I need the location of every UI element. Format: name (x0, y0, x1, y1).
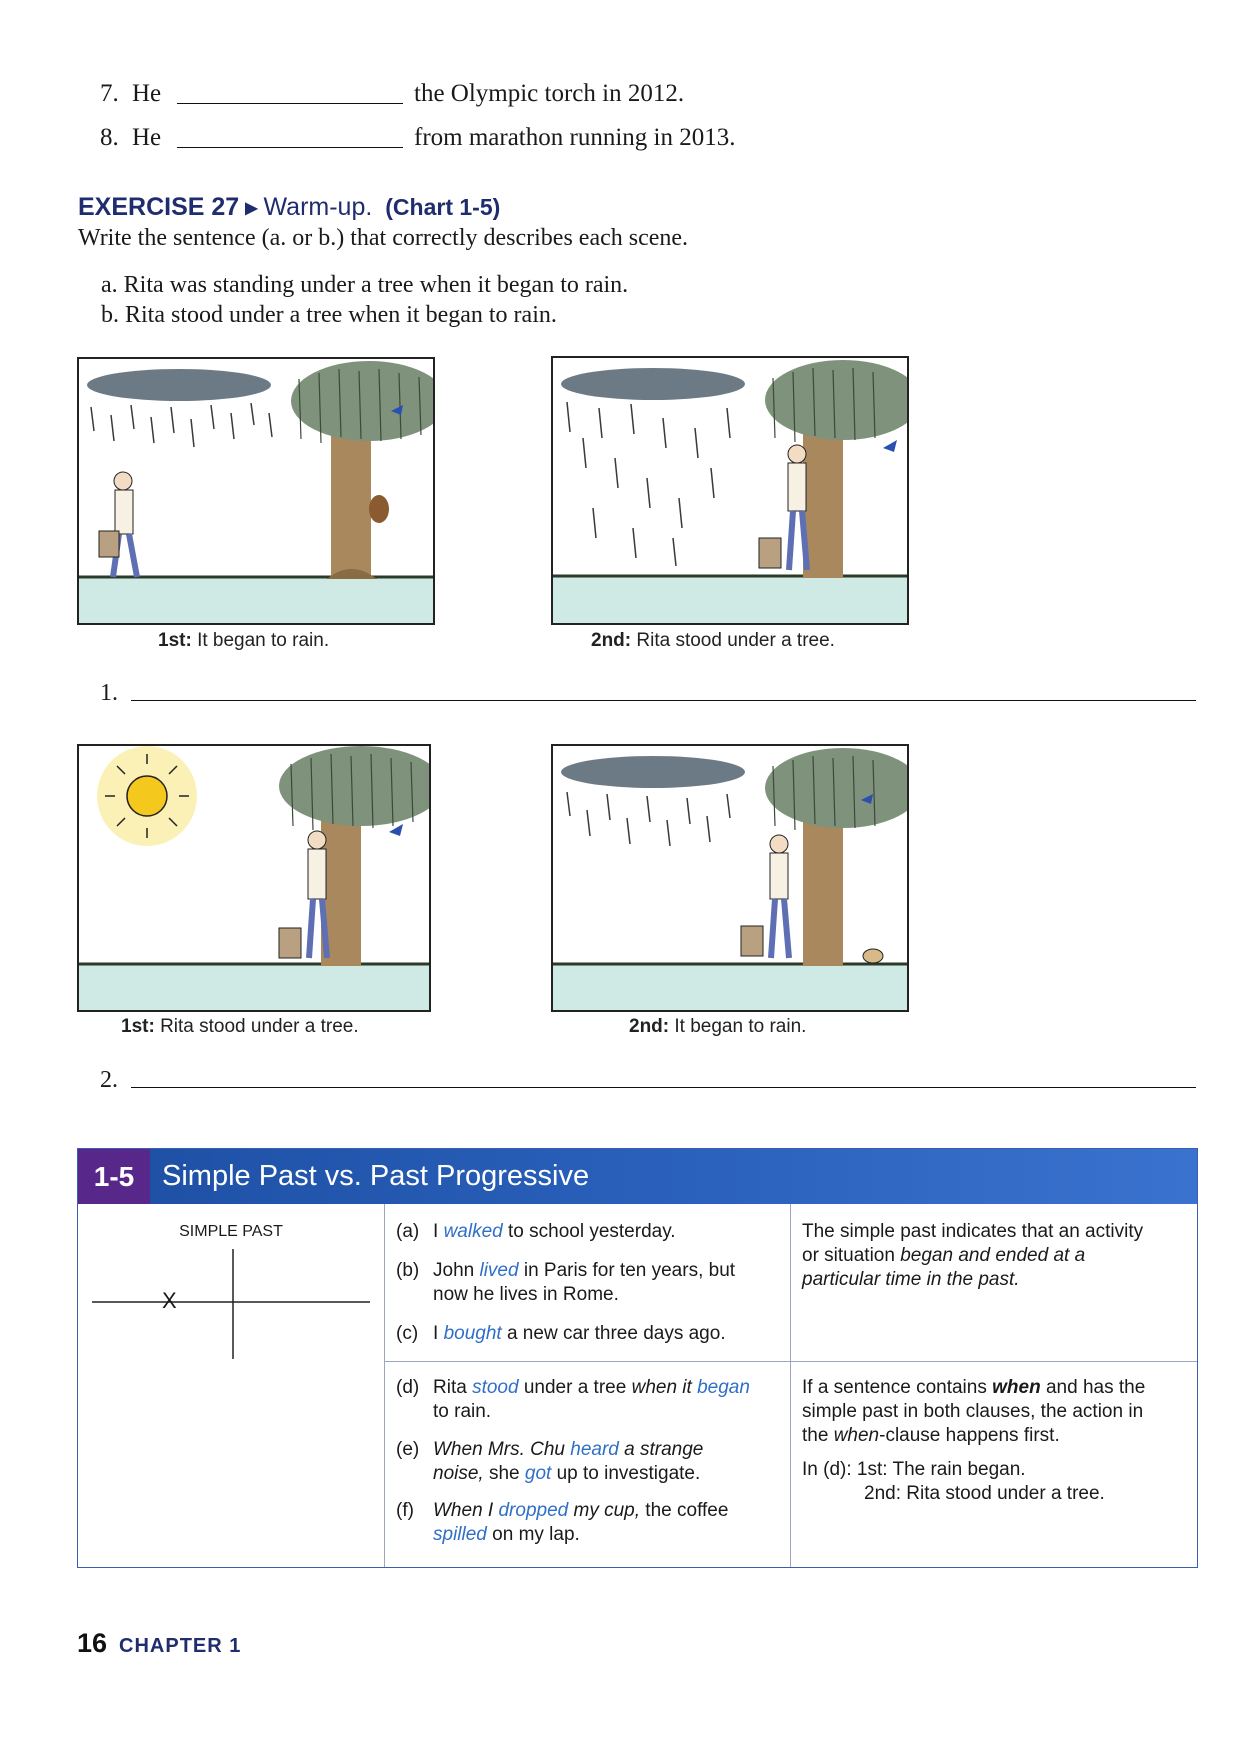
sentence-fragment: to rain. (433, 1401, 492, 1422)
example-e-line1 (433, 1438, 703, 1462)
scene-2-panel-1-illustration (77, 744, 431, 1012)
sentence-fragment: on my lap. (486, 1524, 580, 1545)
scene-1-caption-1-text: It began to rain. (197, 630, 330, 651)
page-footer (77, 1628, 241, 1659)
rain-scene-illustration (79, 359, 433, 623)
explanation-simple-past-line-2 (802, 1244, 1192, 1268)
explanation-simple-past-line-1: The simple past indicates that an activity (802, 1221, 1144, 1242)
scene-2-panel-2-illustration (551, 744, 909, 1012)
scene-1-caption-1 (158, 630, 329, 652)
explanation-when-line-1 (802, 1376, 1194, 1400)
scene-2-caption-1-text: Rita stood under a tree. (160, 1016, 359, 1037)
scene-1-panel-1-illustration (77, 357, 435, 625)
scene-2-caption-2-step: 2nd: (629, 1016, 670, 1037)
scene-1-answer-line[interactable] (131, 700, 1196, 701)
example-d-line2 (433, 1400, 491, 1424)
sentence-fragment: the coffee (640, 1500, 729, 1521)
item-7-blank[interactable] (177, 103, 403, 104)
sentence-fragment: I (433, 1323, 444, 1344)
verb-keyword: walked (443, 1221, 503, 1242)
item-8-rest: from marathon running in 2013. (414, 124, 736, 151)
sentence-fragment: when it (631, 1377, 698, 1398)
sentence-fragment: under a tree (518, 1377, 632, 1398)
sentence-fragment: to school yesterday. (502, 1221, 676, 1242)
chart-row-divider (384, 1361, 1197, 1362)
example-b (396, 1259, 786, 1307)
explanation-when-clause (802, 1376, 1194, 1506)
item-8-subject: He (132, 124, 162, 151)
sentence-fragment: noise, (433, 1463, 484, 1484)
scene-2-caption-2 (629, 1016, 806, 1038)
scene-1-caption-2-text: Rita stood under a tree. (636, 630, 835, 651)
explanation-simple-past-line-2a: or situation (802, 1245, 901, 1266)
verb-keyword: dropped (498, 1500, 569, 1521)
example-b-text (433, 1259, 735, 1283)
scene-2-answer-line[interactable] (131, 1087, 1196, 1088)
example-a-label: (a) (396, 1221, 420, 1242)
grammar-chart (77, 1148, 1198, 1568)
scene-1-caption-2-step: 2nd: (591, 630, 632, 651)
exercise-title: Warm-up. (263, 193, 373, 221)
sentence-fragment: a strange (618, 1439, 704, 1460)
sentence-fragment: in Paris for ten years, but (518, 1260, 736, 1281)
verb-keyword: heard (570, 1439, 619, 1460)
verb-keyword: began (697, 1377, 750, 1398)
explanation-when-line-2: simple past in both clauses, the action in (802, 1401, 1144, 1422)
example-f-line1 (433, 1499, 728, 1523)
scene-1-caption-2 (591, 630, 835, 652)
exercise-instructions: Write the sentence (a. or b.) that correctly describes each scene. (78, 225, 689, 251)
example-c (396, 1322, 786, 1346)
sentence-fragment: I (433, 1221, 444, 1242)
verb-keyword: lived (479, 1260, 519, 1281)
sentence-fragment: When Mrs. Chu (433, 1439, 571, 1460)
item-8-number: 8. (100, 124, 119, 151)
exercise-heading (78, 193, 500, 222)
chart-title: Simple Past vs. Past Progressive (162, 1160, 590, 1192)
rain-tree-illustration (553, 358, 907, 623)
sun-tree-illustration (79, 746, 429, 1010)
chart-column-divider-2 (790, 1204, 791, 1567)
verb-keyword: bought (443, 1323, 502, 1344)
page-number: 16 (77, 1628, 108, 1658)
exercise-label: EXERCISE 27 (78, 193, 240, 221)
sentence-fragment: Rita (433, 1377, 473, 1398)
explanation-simple-past-line-2b: began and ended at a (900, 1245, 1086, 1266)
example-e (396, 1438, 786, 1486)
explanation-when-line-3c: -clause happens first. (879, 1425, 1060, 1446)
example-e-label: (e) (396, 1439, 420, 1460)
rain-tree-illustration (553, 746, 907, 1010)
item-7-subject: He (132, 80, 162, 107)
chart-header-bar (78, 1149, 1197, 1204)
example-c-label: (c) (396, 1323, 419, 1344)
example-a-text (433, 1220, 676, 1244)
chart-column-divider-1 (384, 1204, 385, 1567)
sentence-fragment: she (483, 1463, 525, 1484)
exercise-arrow-icon: ▶ (245, 200, 258, 217)
timeline-diagram (92, 1249, 372, 1359)
explanation-when-line-3 (802, 1424, 1194, 1448)
option-a: a. Rita was standing under a tree when it began to rain. (101, 272, 629, 298)
scene-2-caption-1 (121, 1016, 359, 1038)
simple-past-label: SIMPLE PAST (179, 1223, 283, 1240)
example-a (396, 1220, 786, 1244)
example-f (396, 1499, 786, 1547)
chart-number: 1-5 (78, 1149, 150, 1204)
sentence-fragment: a new car three days ago. (501, 1323, 726, 1344)
example-c-text (433, 1322, 726, 1346)
exercise-chart-ref: (Chart 1-5) (385, 194, 501, 220)
explanation-simple-past-line-3: particular time in the past. (802, 1269, 1020, 1290)
sentence-fragment: my cup, (568, 1500, 641, 1521)
verb-keyword: got (524, 1463, 552, 1484)
sentence-fragment: up to investigate. (551, 1463, 701, 1484)
example-b-label: (b) (396, 1260, 420, 1281)
example-f-label: (f) (396, 1500, 414, 1521)
example-d (396, 1376, 786, 1424)
example-e-line2 (433, 1462, 700, 1486)
explanation-when-line-3a: the (802, 1425, 834, 1446)
explanation-when-line-1a: If a sentence contains (802, 1377, 993, 1398)
explanation-when-line-5: 2nd: Rita stood under a tree. (864, 1483, 1105, 1504)
scene-1-caption-1-step: 1st: (158, 630, 192, 651)
chapter-label: CHAPTER 1 (119, 1635, 242, 1657)
item-7-rest: the Olympic torch in 2012. (414, 80, 685, 107)
scene-2-number: 2. (100, 1067, 118, 1093)
scene-2-caption-1-step: 1st: (121, 1016, 155, 1037)
timeline-x-mark: X (162, 1288, 177, 1313)
scene-1-number: 1. (100, 680, 118, 706)
explanation-when-line-1c: and has the (1040, 1377, 1146, 1398)
example-d-label: (d) (396, 1377, 420, 1398)
example-f-line2 (433, 1523, 580, 1547)
sentence-fragment: John (433, 1260, 480, 1281)
explanation-simple-past (802, 1220, 1192, 1292)
scene-2-caption-2-text: It began to rain. (674, 1016, 807, 1037)
verb-keyword: stood (472, 1377, 519, 1398)
item-7-number: 7. (100, 80, 119, 107)
example-b-line2: now he lives in Rome. (433, 1284, 619, 1305)
explanation-when-line-4: In (d): 1st: The rain began. (802, 1459, 1026, 1480)
option-b: b. Rita stood under a tree when it began to rain. (101, 302, 557, 328)
sentence-fragment: When I (433, 1500, 499, 1521)
explanation-when-keyword: when (992, 1377, 1041, 1398)
example-d-line1 (433, 1376, 750, 1400)
verb-keyword: spilled (433, 1524, 487, 1545)
scene-1-panel-2-illustration (551, 356, 909, 625)
item-8-blank[interactable] (177, 147, 403, 148)
explanation-when-line-3b: when (833, 1425, 880, 1446)
